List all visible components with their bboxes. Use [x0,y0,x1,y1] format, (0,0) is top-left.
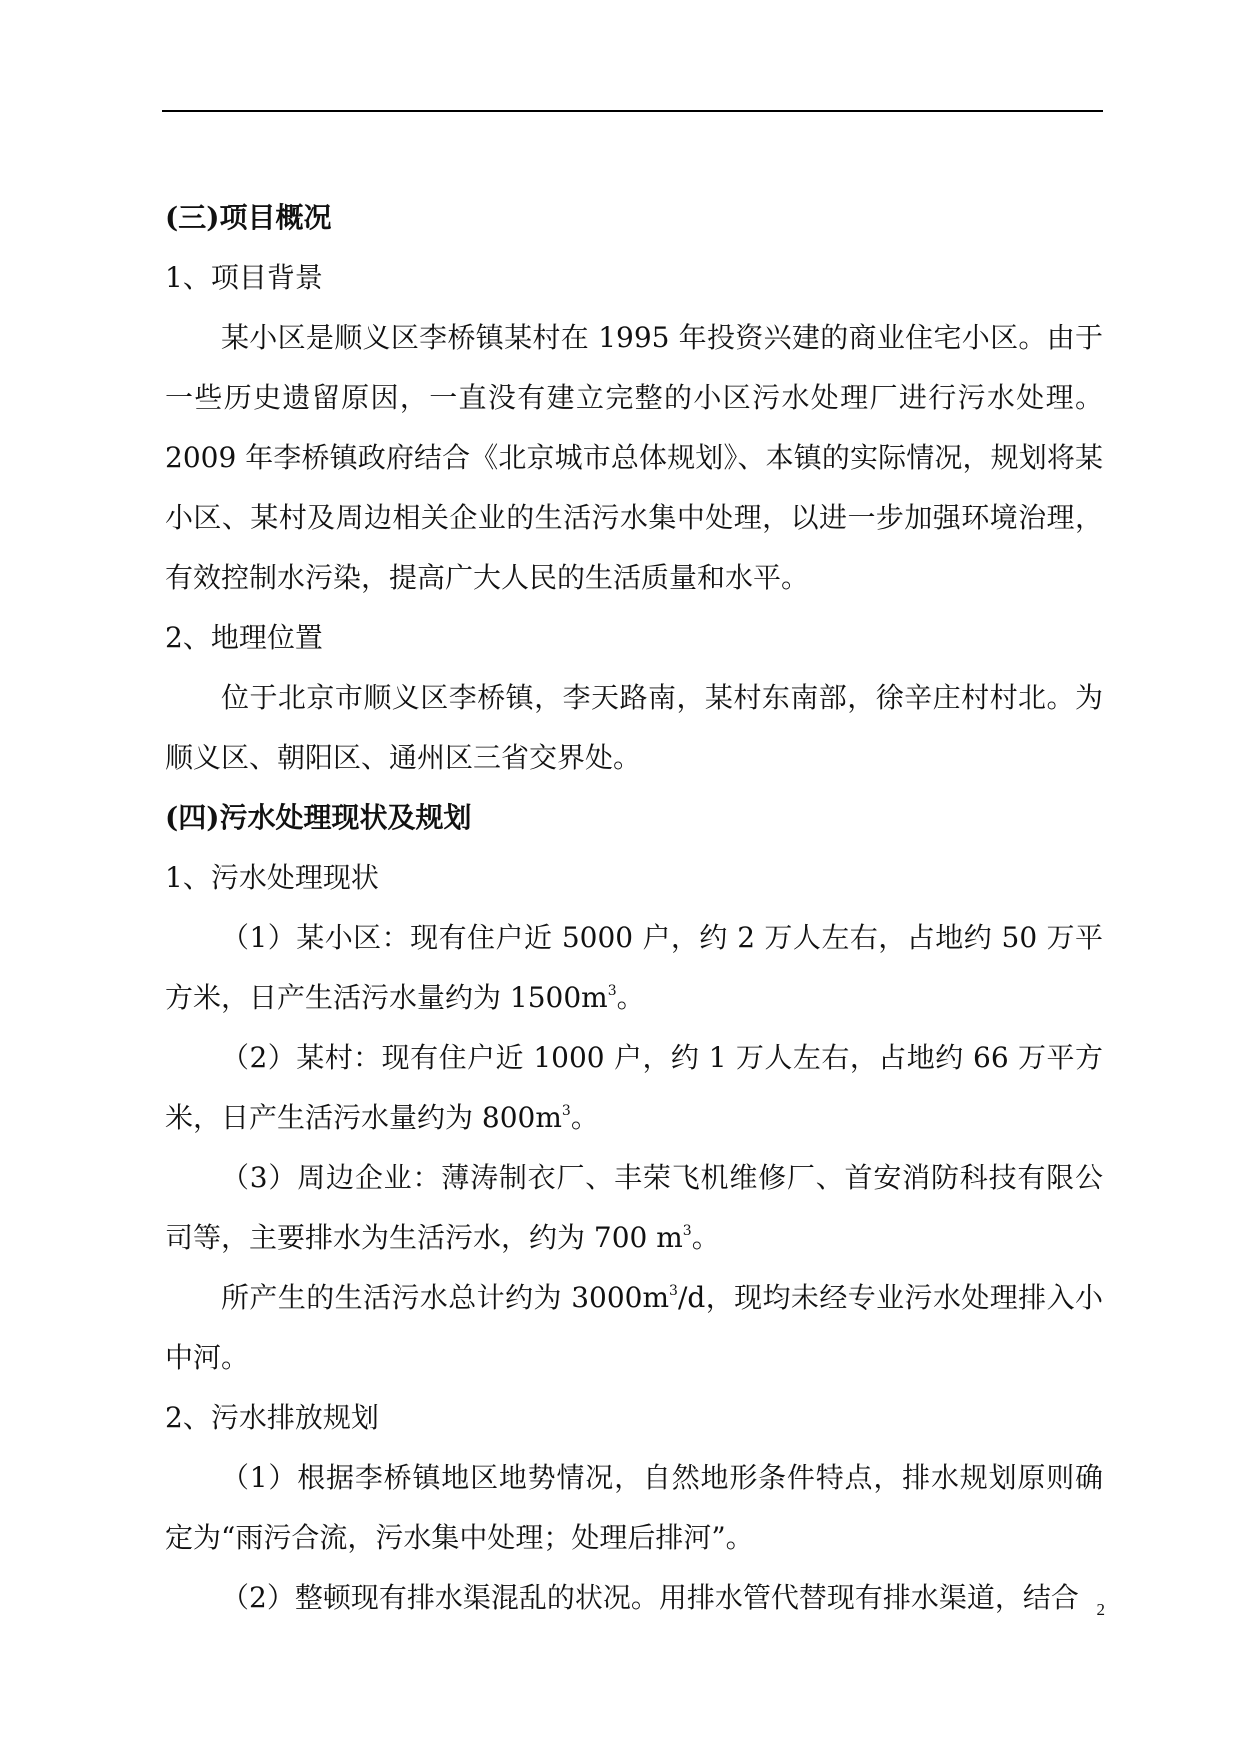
section-heading-4: (四)污水处理现状及规划 [165,801,472,834]
status-item-1: （1）某小区：现有住户近 5000 户，约 2 万人左右，占地约 50 万平方米，日产生活污水量约为 $1500m^3$。 [165,921,1103,1014]
status-item-3: （3）周边企业：薄涛制衣厂、丰荣飞机维修厂、首安消防科技有限公司等，主要排水为生活污水，约为 700 $m^3$。 [165,1161,1103,1254]
background-paragraph: 某小区是顺义区李桥镇某村在 1995 年投资兴建的商业住宅小区。由于一些历史遗留原因，一直没有建立完整的小区污水处理厂进行污水处理。2009 年李桥镇政府结合《北京城市总体规划》、本镇的实际情况，规划将某小区、某村及周边相关企业的生活污水集中处理，以进一步加强环境治理，有效控制水污染，提高广大人民的生活质量和水平。 [165,321,1103,594]
header-rule [162,110,1103,112]
plan-item-2: （2）整顿现有排水渠混乱的状况。用排水管代替现有排水渠道，结合 [221,1581,1079,1614]
status-total: 所产生的生活污水总计约为 $3000m^3/d$，现均未经专业污水处理排入小中河。 [165,1281,1104,1374]
subsection-title-background: 1、项目背景 [165,261,323,294]
location-paragraph: 位于北京市顺义区李桥镇，李天路南，某村东南部，徐辛庄村村北。为顺义区、朝阳区、通州区三省交界处。 [165,681,1103,774]
subsection-title-plan: 2、污水排放规划 [165,1401,379,1434]
section-heading-3: (三)项目概况 [165,201,332,234]
document-body [165,188,1103,1628]
status-item-2: （2）某村：现有住户近 1000 户，约 1 万人左右，占地约 66 万平方米，日产生活污水量约为 $800m^3$。 [165,1041,1103,1134]
plan-item-1: （1）根据李桥镇地区地势情况，自然地形条件特点，排水规划原则确定为“雨污合流，污水集中处理；处理后排河”。 [165,1461,1103,1554]
subsection-title-status: 1、污水处理现状 [165,861,379,894]
subsection-title-location: 2、地理位置 [165,621,323,654]
page-number: 2 [1096,1600,1105,1619]
